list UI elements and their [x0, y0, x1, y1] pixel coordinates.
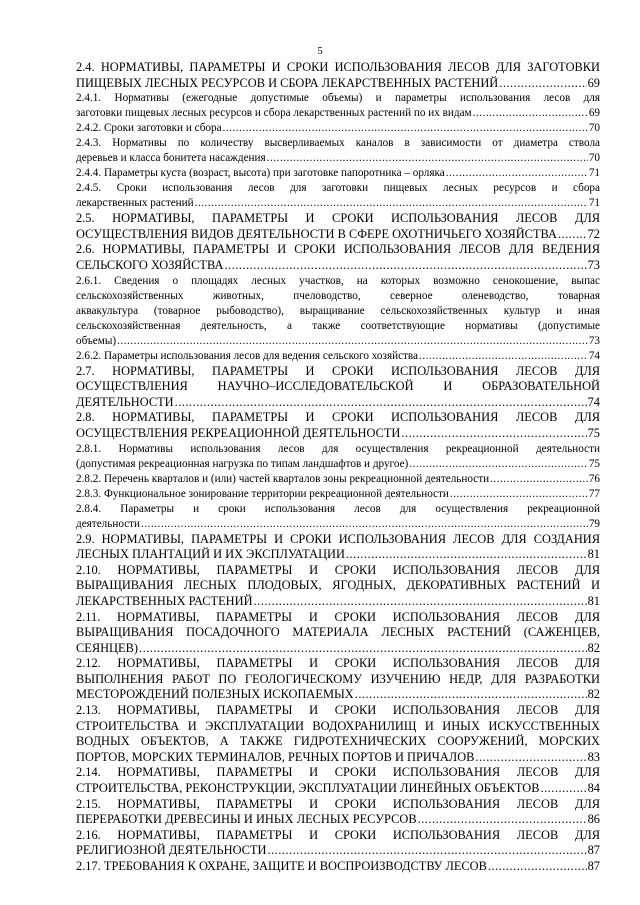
toc-entry-title: (допустимая рекреационная нагрузка по типам ландшафтов и другое)	[76, 457, 409, 470]
toc-entry-last-line	[76, 196, 600, 211]
toc-entry[interactable]	[76, 797, 600, 828]
dot-leader	[117, 334, 588, 349]
toc-entry-line	[76, 502, 600, 517]
toc-entry-title: ВЫРАЩИВАНИЯ ПОСАДОЧНОГО МАТЕРИАЛА ЛЕСНЫХ РАСТЕНИЙ (САЖЕНЦЕВ,	[76, 625, 600, 640]
toc-page-number: 73	[588, 334, 600, 347]
toc-entry-line	[76, 319, 600, 334]
toc-entry[interactable]	[76, 364, 600, 411]
toc-entry-title: ОСУЩЕСТВЛЕНИЯ РЕКРЕАЦИОННОЙ ДЕЯТЕЛЬНОСТИ	[76, 425, 401, 440]
toc-entry-title: 2.13. НОРМАТИВЫ, ПАРАМЕТРЫ И СРОКИ ИСПОЛЬЗОВАНИЯ ЛЕСОВ ДЛЯ	[76, 703, 600, 718]
toc-entry[interactable]	[76, 410, 600, 441]
toc-entry-line	[76, 242, 600, 258]
dot-leader	[224, 258, 586, 274]
toc-entry-line	[76, 578, 600, 594]
toc-entry-title: 2.4.3. Нормативы по количеству высверливаемых каналов в зависимости от диаметра ствола	[76, 137, 600, 150]
toc-entry[interactable]	[76, 828, 600, 859]
toc-entry-line	[76, 610, 600, 626]
toc-entry[interactable]	[76, 349, 600, 364]
toc-entry-title: 2.4.1. Нормативы (ежегодные допустимые объемы) и параметры использования лесов для	[76, 92, 600, 105]
toc-entry-title: 2.16. НОРМАТИВЫ, ПАРАМЕТРЫ И СРОКИ ИСПОЛЬЗОВАНИЯ ЛЕСОВ ДЛЯ	[76, 827, 600, 842]
toc-entry-last-line	[76, 395, 600, 411]
toc-page-number: 76	[588, 472, 600, 485]
toc-entry-last-line	[76, 517, 600, 532]
toc-entry-title: ЛЕКАРСТВЕННЫХ РАСТЕНИЙ	[76, 593, 253, 608]
toc-page-number: 69	[587, 75, 600, 90]
dot-leader	[141, 517, 588, 532]
toc-entry-title: сельскохозяйственная деятельность, а также соответствующие нормативы (допустимые	[76, 319, 600, 332]
toc-page-number: 87	[587, 859, 600, 873]
toc-entry-line	[76, 719, 600, 735]
dot-leader	[195, 196, 588, 211]
dot-leader	[499, 76, 586, 92]
toc-entry-last-line	[76, 843, 600, 859]
toc-page-number: 74	[587, 394, 600, 409]
toc-page-number: 86	[587, 812, 600, 827]
toc-entry[interactable]	[76, 563, 600, 610]
toc-entry-last-line	[76, 166, 600, 181]
toc-entry-title: 2.14. НОРМАТИВЫ, ПАРАМЕТРЫ И СРОКИ ИСПОЛЬЗОВАНИЯ ЛЕСОВ ДЛЯ	[76, 765, 600, 780]
toc-entry[interactable]	[76, 765, 600, 796]
toc-entry-title: 2.8.2. Перечень кварталов и (или) частей кварталов зоны рекреационной деятельности	[76, 472, 490, 485]
toc-page-number: 69	[588, 107, 600, 120]
toc-entry-line	[76, 703, 600, 719]
toc-page-number: 75	[587, 425, 600, 440]
toc-entry-line	[76, 828, 600, 844]
toc-page-number: 87	[587, 843, 600, 858]
toc-entry-last-line	[76, 750, 600, 766]
dot-leader	[355, 687, 587, 703]
toc-entry-title: ПЕРЕРАБОТКИ ДРЕВЕСИНЫ И ИНЫХ ЛЕСНЫХ РЕСУРСОВ	[76, 812, 417, 827]
toc-entry-last-line	[76, 859, 600, 875]
table-of-contents	[76, 60, 600, 875]
toc-entry-line	[76, 625, 600, 641]
toc-entry[interactable]	[76, 211, 600, 242]
toc-entry-line	[76, 410, 600, 426]
toc-entry[interactable]	[76, 136, 600, 166]
dot-leader	[401, 426, 586, 442]
toc-entry-title: СТРОИТЕЛЬСТВА, РЕКОНСТРУКЦИИ, ЭКСПЛУАТАЦИИ ЛИНЕЙНЫХ ОБЪЕКТОВ	[76, 781, 540, 796]
toc-entry-title: 2.4.2. Сроки заготовки и сбора	[76, 122, 222, 135]
toc-entry-last-line	[76, 349, 600, 364]
toc-entry-title: 2.17. ТРЕБОВАНИЯ К ОХРАНЕ, ЗАЩИТЕ И ВОСПРОИЗВОДСТВУ ЛЕСОВ	[76, 859, 487, 873]
dot-leader	[475, 750, 586, 766]
toc-entry-last-line	[76, 547, 600, 563]
toc-entry-title: СТРОИТЕЛЬСТВА И ЭКСПЛУАТАЦИИ ВОДОХРАНИЛИЩ И ИНЫХ ИСКУССТВЕННЫХ	[76, 718, 600, 733]
toc-entry-line	[76, 91, 600, 106]
toc-entry-line	[76, 60, 600, 76]
toc-page-number: 77	[588, 487, 600, 500]
toc-entry-last-line	[76, 687, 600, 703]
toc-entry-last-line	[76, 594, 600, 610]
page-number: 5	[317, 46, 323, 57]
toc-entry-last-line	[76, 106, 600, 121]
toc-entry-line	[76, 181, 600, 196]
toc-entry-title: 2.4.5. Сроки использования лесов для заготовки пищевых лесных ресурсов и сбора	[76, 182, 600, 195]
toc-entry[interactable]	[76, 166, 600, 181]
dot-leader	[490, 472, 588, 487]
toc-entry-last-line	[76, 76, 600, 92]
toc-entry-line	[76, 274, 600, 289]
toc-entry-title: 2.5. НОРМАТИВЫ, ПАРАМЕТРЫ И СРОКИ ИСПОЛЬЗОВАНИЯ ЛЕСОВ ДЛЯ	[76, 211, 600, 226]
toc-entry-line	[76, 289, 600, 304]
toc-entry-title: ОСУЩЕСТВЛЕНИЯ НАУЧНО–ИССЛЕДОВАТЕЛЬСКОЙ И ОБРАЗОВАТЕЛЬНОЙ	[76, 379, 600, 394]
toc-entry-last-line	[76, 151, 600, 166]
toc-entry-title: МЕСТОРОЖДЕНИЙ ПОЛЕЗНЫХ ИСКОПАЕМЫХ	[76, 687, 354, 702]
toc-entry[interactable]	[76, 610, 600, 657]
dot-leader	[558, 227, 587, 243]
toc-entry-title: 2.15. НОРМАТИВЫ, ПАРАМЕТРЫ И СРОКИ ИСПОЛЬЗОВАНИЯ ЛЕСОВ ДЛЯ	[76, 796, 600, 811]
toc-entry-title: ВЫПОЛНЕНИЯ РАБОТ ПО ГЕОЛОГИЧЕСКОМУ ИЗУЧЕНИЮ НЕДР, ДЛЯ РАЗРАБОТКИ	[76, 671, 600, 686]
toc-entry-line	[76, 379, 600, 395]
toc-entry-line	[76, 765, 600, 781]
toc-entry[interactable]	[76, 181, 600, 211]
toc-entry-last-line	[76, 334, 600, 349]
toc-entry-title: 2.9. НОРМАТИВЫ, ПАРАМЕТРЫ И СРОКИ ИСПОЛЬЗОВАНИЯ ЛЕСОВ ДЛЯ СОЗДАНИЯ	[76, 531, 600, 546]
toc-page-number: 81	[587, 547, 600, 562]
dot-leader	[139, 641, 587, 657]
toc-entry-title: ОСУЩЕСТВЛЕНИЯ ВИДОВ ДЕЯТЕЛЬНОСТИ В СФЕРЕ ОХОТНИЧЬЕГО ХОЗЯЙСТВА	[76, 226, 557, 241]
toc-entry-title: 2.4.4. Параметры куста (возраст, высота) при заготовке папоротника – орляка	[76, 167, 445, 180]
toc-page-number: 73	[587, 257, 600, 272]
toc-entry-title: ВОДНЫХ ОБЪЕКТОВ, А ТАКЖЕ ГИДРОТЕХНИЧЕСКИХ СООРУЖЕНИЙ, МОРСКИХ	[76, 734, 600, 749]
toc-entry-line	[76, 442, 600, 457]
toc-entry[interactable]	[76, 859, 600, 875]
dot-leader	[446, 166, 588, 181]
toc-entry-title: ПИЩЕВЫХ ЛЕСНЫХ РЕСУРСОВ И СБОРА ЛЕКАРСТВЕННЫХ РАСТЕНИЙ	[76, 75, 499, 90]
toc-page-number: 70	[588, 122, 600, 135]
toc-entry[interactable]	[76, 472, 600, 487]
dot-leader	[267, 151, 588, 166]
toc-entry-last-line	[76, 426, 600, 442]
toc-entry[interactable]	[76, 60, 600, 91]
toc-entry-last-line	[76, 227, 600, 243]
dot-leader	[175, 395, 587, 411]
toc-entry-line	[76, 734, 600, 750]
toc-entry[interactable]	[76, 442, 600, 472]
toc-entry-title: 2.6. НОРМАТИВЫ, ПАРАМЕТРЫ И СРОКИ ИСПОЛЬЗОВАНИЯ ЛЕСОВ ДЛЯ ВЕДЕНИЯ	[76, 242, 600, 257]
toc-page-number: 72	[587, 226, 600, 241]
dot-leader	[418, 812, 587, 828]
toc-entry-title: 2.8.3. Функциональное зонирование территории рекреационной деятельности	[76, 487, 449, 500]
toc-entry[interactable]	[76, 91, 600, 121]
toc-entry[interactable]	[76, 532, 600, 563]
toc-entry-title: 2.6.1. Сведения о площадях лесных участков, на которых возможно сенокошение, выпас	[76, 274, 600, 287]
toc-entry-line	[76, 532, 600, 548]
toc-entry-title: 2.10. НОРМАТИВЫ, ПАРАМЕТРЫ И СРОКИ ИСПОЛЬЗОВАНИЯ ЛЕСОВ ДЛЯ	[76, 562, 600, 577]
toc-entry-last-line	[76, 487, 600, 502]
toc-page-number: 75	[588, 457, 600, 470]
toc-entry-title: деятельности	[76, 517, 141, 530]
toc-entry-title: объемы)	[76, 334, 117, 347]
toc-entry-title: 2.8. НОРМАТИВЫ, ПАРАМЕТРЫ И СРОКИ ИСПОЛЬЗОВАНИЯ ЛЕСОВ ДЛЯ	[76, 410, 600, 425]
toc-entry-title: 2.8.4. Параметры и сроки использования лесов для осуществления рекреационной	[76, 502, 600, 515]
dot-leader	[540, 781, 586, 797]
toc-entry-title: ДЕЯТЕЛЬНОСТИ	[76, 394, 174, 409]
toc-entry-title: 2.7. НОРМАТИВЫ, ПАРАМЕТРЫ И СРОКИ ИСПОЛЬЗОВАНИЯ ЛЕСОВ ДЛЯ	[76, 363, 600, 378]
toc-page-number: 83	[587, 749, 600, 764]
toc-page-number: 74	[588, 349, 600, 362]
toc-entry-title: 2.12. НОРМАТИВЫ, ПАРАМЕТРЫ И СРОКИ ИСПОЛЬЗОВАНИЯ ЛЕСОВ ДЛЯ	[76, 656, 600, 671]
toc-entry-line	[76, 656, 600, 672]
toc-entry-title: СЕЛЬСКОГО ХОЗЯЙСТВА	[76, 257, 224, 272]
toc-entry[interactable]	[76, 242, 600, 273]
toc-entry[interactable]	[76, 487, 600, 502]
toc-entry-title: РЕЛИГИОЗНОЙ ДЕЯТЕЛЬНОСТИ	[76, 843, 267, 858]
toc-entry-title: СЕЯНЦЕВ)	[76, 640, 138, 655]
dot-leader	[473, 106, 588, 121]
toc-entry-title: ЛЕСНЫХ ПЛАНТАЦИЙ И ИХ ЭКСПЛУАТАЦИИ	[76, 547, 345, 562]
toc-entry-last-line	[76, 812, 600, 828]
toc-entry-last-line	[76, 121, 600, 136]
toc-entry[interactable]	[76, 121, 600, 136]
toc-entry-line	[76, 364, 600, 380]
toc-page-number: 71	[588, 197, 600, 210]
toc-entry-title: 2.6.2. Параметры использования лесов для ведения сельского хозяйства	[76, 349, 419, 362]
toc-entry-last-line	[76, 457, 600, 472]
toc-entry-last-line	[76, 781, 600, 797]
toc-entry-title: сельскохозяйственных животных, пчеловодство, северное оленеводство, товарная	[76, 289, 600, 302]
toc-entry-last-line	[76, 472, 600, 487]
dot-leader	[254, 594, 587, 610]
dot-leader	[346, 547, 587, 563]
toc-entry-line	[76, 136, 600, 151]
toc-entry-title: ВЫРАЩИВАНИЯ ЛЕСНЫХ ПЛОДОВЫХ, ЯГОДНЫХ, ДЕКОРАТИВНЫХ РАСТЕНИЙ И	[76, 578, 600, 593]
toc-entry[interactable]	[76, 502, 600, 532]
toc-page-number: 71	[588, 167, 600, 180]
toc-entry-line	[76, 672, 600, 688]
toc-page-number: 82	[587, 687, 600, 702]
toc-page-number: 70	[588, 152, 600, 165]
toc-entry-title: 2.11. НОРМАТИВЫ, ПАРАМЕТРЫ И СРОКИ ИСПОЛЬЗОВАНИЯ ЛЕСОВ ДЛЯ	[76, 609, 600, 624]
toc-entry-title: деревьев и класса бонитета насаждения	[76, 152, 266, 165]
dot-leader	[223, 121, 588, 136]
toc-page-number: 79	[588, 517, 600, 530]
toc-entry-title: заготовки пищевых лесных ресурсов и сбора лекарственных растений по их видам	[76, 107, 472, 120]
toc-entry-last-line	[76, 641, 600, 657]
toc-page-number: 84	[587, 781, 600, 796]
toc-entry-title: 2.8.1. Нормативы использования лесов для осуществления рекреационной деятельности	[76, 442, 600, 455]
toc-page-number: 81	[587, 593, 600, 608]
toc-entry-line	[76, 563, 600, 579]
toc-entry-title: аквакультура (товарное рыбоводство), выращивание сельскохозяйственных культур и иная	[76, 304, 600, 317]
toc-entry-last-line	[76, 258, 600, 274]
toc-entry-line	[76, 304, 600, 319]
dot-leader	[450, 487, 588, 502]
toc-entry[interactable]	[76, 656, 600, 703]
toc-entry[interactable]	[76, 703, 600, 765]
dot-leader	[419, 349, 588, 364]
dot-leader	[409, 457, 588, 472]
dot-leader	[267, 843, 586, 859]
dot-leader	[488, 859, 587, 875]
toc-entry[interactable]	[76, 274, 600, 349]
toc-page-number: 82	[587, 640, 600, 655]
toc-entry-title: ПОРТОВ, МОРСКИХ ТЕРМИНАЛОВ, РЕЧНЫХ ПОРТОВ И ПРИЧАЛОВ	[76, 749, 475, 764]
toc-entry-line	[76, 211, 600, 227]
toc-entry-line	[76, 797, 600, 813]
toc-entry-title: лекарственных растений	[76, 197, 194, 210]
toc-entry-title: 2.4. НОРМАТИВЫ, ПАРАМЕТРЫ И СРОКИ ИСПОЛЬЗОВАНИЯ ЛЕСОВ ДЛЯ ЗАГОТОВКИ	[76, 60, 600, 74]
